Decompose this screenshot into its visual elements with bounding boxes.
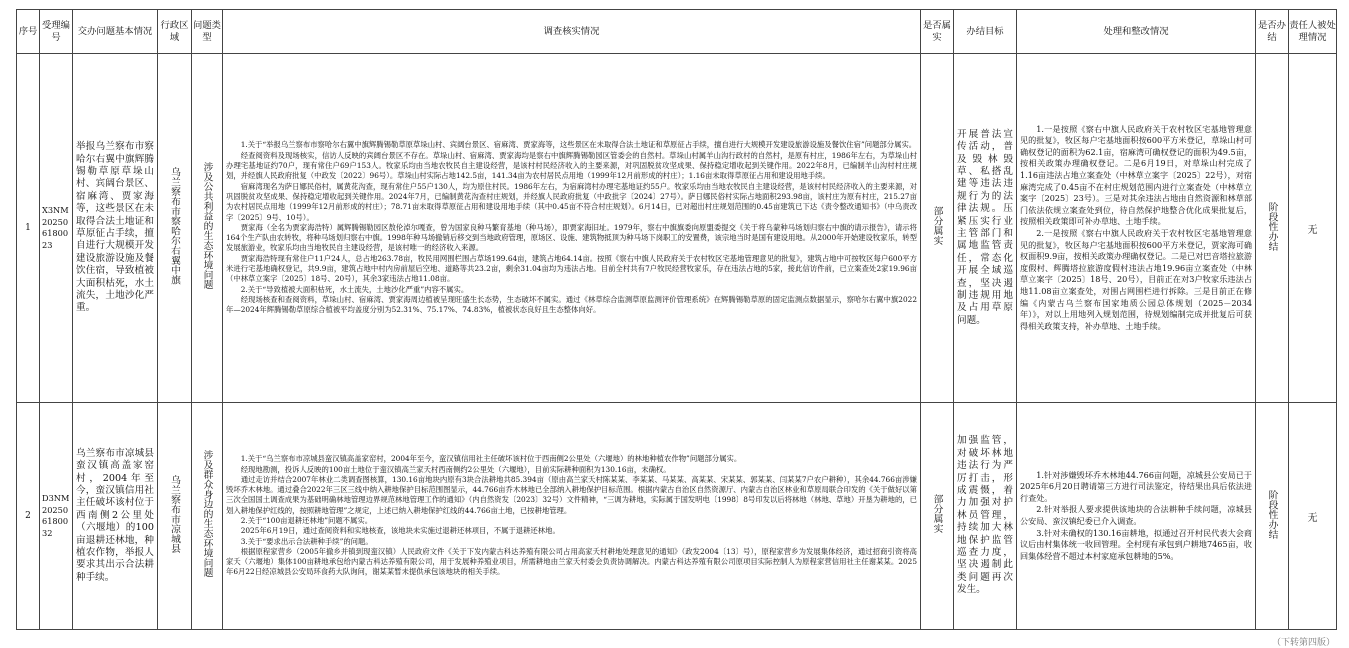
row-code: X3NM2025061800 23 [40,54,73,403]
row-handling [1017,54,1256,403]
header-row [17,10,1337,54]
continued-note: （下转第四版） [1271,638,1335,648]
header-code: 受理编号 [40,10,73,54]
row-region-text: 乌兰察布市凉城县 [169,474,180,554]
detail-paragraph: 2.关于“导致植被大面积枯死，水土流失，土地沙化严重”内容不属实。 [240,284,469,294]
row-verified [921,403,954,630]
detail-paragraph: 1.关于“乌兰察布市凉城县蛮汉镇高盖家窑村，2004年至今，蛮汉镇信用社主任破坏该村位于西南侧2公里处（六堰地）的林地种植农作物”问题部分属实。 [240,454,742,464]
header-handling: 处理和整改情况 [1017,10,1256,54]
row-region-text: 乌兰察布市察哈尔右翼中旗 [169,167,180,285]
row-type [192,54,223,403]
detail-paragraph: 经现地勘测，投诉人反映的100亩土地位于蛮汉镇高兰家夭村西南侧约2公里处（六堰地），目前实际耕种面积为130.16亩，未确权。 [240,464,671,474]
header-verified: 是否属实 [921,10,954,54]
handling-paragraph: 2.针对举报人要求提供该地块的合法耕种手续问题，凉城县公安局、蛮汉镇纪委已介入调查。 [1020,504,1252,526]
row-goal: 开展普法宣传活动，普及毁林毁草、私搭乱建等违法违规行为的法律法规。压紧压实行业主管部门和属地监管责任，常态化开展全域巡查，坚决遏制违规用地及占用草原问题。 [954,54,1017,403]
row-verified [921,54,954,403]
detail-paragraph: 贾家海浩特现有常住户11户24人，总占地263.78亩，牧民用网围栏围占草场199.64亩，建筑占地64.14亩。按照《察右中旗人民政府关于农村牧区宅基地管理意见的批复》，建筑占地中可按牧区每户600平方米进行宅基地确权登记，共9.9亩，建筑占地中村内房前屋后空地、道路等共23.2亩，剩余31.04亩均为违法占地。目前全村共有7户牧民经营牧家乐，存在违法占地的5家，接此信访件前，已立案查处2家19.96亩（中林草立案字〔2025〕18号、20号），其余3家违法占地11.08亩。 [226,253,917,284]
handling-paragraph: 1.一是按照《察右中旗人民政府关于农村牧区宅基地管理意见的批复》，牧区每户宅基地面积按600平方米登记，草垛山村可确权登记的面积为62.1亩，宿麻湾可确权登记的面积为49.5亩，按相关政策办理确权登记。二是6月19日，对草垛山村完成了1.16亩违法占地立案查处（中林草立案字〔2025〕22号），对宿麻湾完成了0.45亩不在村庄规划范围内进行立案查处（中林草立案字〔2025〕23号）。三是对其余违法占地由自然资源和林草部门依法依规立案查处到位，待自然保护地整合优化成果批复后，按照相关政策即可补办草地、土地手续。 [1020,123,1252,227]
row-type-text: 涉及公共利益的生态环境问题 [201,162,213,290]
detail-paragraph: 2.关于“100亩退耕还林地”问题不属实。 [240,516,373,525]
detail-paragraph: 经现场核查和查阅资料，草垛山村、宿麻湾、贾家海周边植被呈现旺盛生长态势，生态破坏不属实。通过《林草综合监测草原监测评价管理系统》在辉腾锡勒草原的固定监测点数据显示，察哈尔右翼中旗2022年—2024年辉腾锡勒草原综合植被平均盖度分别为52.31%、75.17%、74.83%，植被状态良好且生态整体向好。 [226,294,917,315]
row-closed-text: 阶段性办结 [1266,489,1278,539]
row-issue: 举报乌兰察布市察哈尔右翼中旗辉腾锡勒草原草垛山村、宾阔台景区、宿麻湾、贾家海等，这些景区在未取得合法土地证和草原征占手续，擅自进行大规模开发建设旅游设施及餐饮住宿，导致植被大面积枯死，水土流失，土地沙化严重。 [73,54,158,403]
detail-paragraph: 2025年6月19日，通过查阅资料和实地核查，该地块未实施过退耕还林项目，不属于退耕还林地。 [240,526,560,536]
row-type [192,403,223,630]
handling-paragraph: 1.针对涉嫌毁坏乔木林地44.766亩问题，凉城县公安局已于2025年6月20日聘请第三方进行司法鉴定，待结果出具后依法进行查处。 [1020,469,1252,503]
complaint-table [16,9,1337,630]
detail-paragraph: 宿麻湾现名为萨日娜民俗村，属黄花沟查，现有常住户55户130人，均为原住村民。1986年左右，为宿麻湾村办理宅基地证约55户。牧家乐均由当地农牧民自主建设经营，是该村村民经济收入的主要来源，对巩固脱贫攻坚成果、保持稳定增收起到关键作用。2024年7月，已编制黄花沟查村庄规划，并经旗人民政府批复（中政批字〔2024〕27号）。萨日娜民俗村实际占地面积293.98亩，该村庄为原有村庄，215.27亩为农村居民点用地（1999年12月前形成的村庄）；78.71亩未取得草原征占用和建设用地手续（其中0.45亩不符合村庄规划）。6月14日，已对超出村庄规划范围的0.45亩建筑已下达《责令整改通知书》（中乌责改字〔2025〕9号、10号）。 [226,181,917,222]
detail-paragraph: 1.关于“举报乌兰察布市察哈尔右翼中旗辉腾锡勒草原草垛山村、宾阔台景区、宿麻湾、贾家海等，这些景区在未取得合法土地证和草原征占手续，擅自进行大规模开发建设旅游设施及餐饮住宿”问题部分属实。 [240,140,917,150]
table-row [17,403,1337,630]
row-code: D3NM2025061800 32 [40,403,73,630]
header-goal: 办结目标 [954,10,1017,54]
handling-paragraph: 3.针对未确权的130.16亩耕地，拟通过召开村民代表大会商议后由村集体统一收回管理。全村现有承包到户耕地7465亩，收回集体经营不超过本村家庭承包耕地的5%。 [1020,527,1252,561]
header-type: 问题类型 [192,10,223,54]
row-region [158,403,192,630]
row-accountability: 无 [1289,403,1337,630]
row-seq: 2 [17,403,40,630]
row-seq: 1 [17,54,40,403]
row-accountability: 无 [1289,54,1337,403]
row-type-text: 涉及群众身边的生态环境问题 [201,450,213,578]
row-closed [1256,54,1289,403]
row-detail [223,403,921,630]
header-seq: 序号 [17,10,40,54]
row-detail [223,54,921,403]
detail-paragraph: 3.关于“要求出示合法耕种手续”的问题。 [240,536,373,546]
header-accountability: 责任人被处理情况 [1289,10,1337,54]
table-row [17,54,1337,403]
row-goal: 加强监管，对破坏林地违法行为严厉打击，形成震慑，着力加强对护林员管理，持续加大林地保护监管巡查力度，坚决遏制此类问题再次发生。 [954,403,1017,630]
row-closed [1256,403,1289,630]
header-detail: 调查核实情况 [223,10,921,54]
row-region [158,54,192,403]
detail-paragraph: 通过走访并结合2007年林业二类调查图核算，130.16亩地块内原有3块合法耕地共85.394亩（原由高兰家夭村陈某某、李某某、马某某、高某某、宋某某、郭某某、闫某某7户农户耕种），其余44.766亩涉嫌毁坏乔木林地。通过叠合2022年三区三线中纳入耕地保护目标范围图显示，44.766亩乔木林地已全部纳入耕地保护目标范围。根据内蒙古自治区自然资源厅、内蒙古自治区林业和草原局联合印发的《关于做好以第三次全国国土调查成果为基础明确林地管理边界规范林地管理工作的通知》（内自然资发〔2023〕32号）文件精神，“三调为耕地，实际属于国发明电〔1998〕8号印发以后将林地（林地、草地）开垦为耕地的，已划入耕地保护红线的，按照耕地管理”之规定，上述已纳入耕地保护红线的44.766亩土地，已按耕地管理。 [226,474,917,515]
row-verified-text: 部分属实 [931,206,943,246]
detail-paragraph: 经查阅资料及现场核实，信访人反映的宾阔台景区不存在。草垛山村、宿麻湾、贾家海均是察右中旗辉腾锡勒园区管委会的自然村。草垛山村属羊山沟行政村的自然村，是原有村庄，1986年左右，为草垛山村办理宅基地证约70户，现有常住户69户153人。牧家乐均由当地农牧民自主建设经营，是该村村民经济收入的主要来源，对巩固脱贫攻坚成果、保持稳定增收起到关键作用。2022年8月，已编制羊山沟村村庄规划，并经旗人民政府批复（中政发〔2022〕96号）。草垛山村实际占地142.5亩，141.34亩为农村居民点用地（1999年12月前形成的村庄）；1.16亩未取得草原征占用和建设用地手续。 [226,150,917,181]
header-issue: 交办问题基本情况 [73,10,158,54]
detail-paragraph: 根据原程家营乡（2005年撤乡并镇到现蛮汉镇）人民政府文件《关于下发内蒙古科达养殖有限公司占用高家夭村耕地处理意见的通知》（政发2004〔13〕号），原程家营乡为发展集体经济，通过招商引资将高家夭（六堰地）集体100亩耕地承包给内蒙古科达养殖有限公司，用于发展种养殖业项目，所需耕地由兰家夭村委会负责协调解决。内蒙古科达养殖有限公司原项目实际控制人为原程家营信用社主任谢某某。2025年6月22日经凉城县公安局环食药大队询问，谢某某暂未提供承包该地块的相关手续。 [226,546,917,577]
row-verified-text: 部分属实 [931,494,943,534]
row-closed-text: 阶段性办结 [1266,201,1278,251]
row-issue: 乌兰察布市凉城县蛮汉镇高盖家窑村，2004年至今，蛮汉镇信用社主任破坏该村位于西南侧2公里处（六堰地）的100亩退耕还林地，种植农作物，举报人要求其出示合法耕种手续。 [73,403,158,630]
detail-paragraph: 贾家海（全名为贾家海浩特）属辉腾锡勒园区敖伦淖尔嘎查，曾为国家良种马繁育基地（种马场），即贾家海旧址。1979年，察右中旗旗委向原盟委提交《关于将乌蒙种马场划归察右中旗的请示报告》，请示将164个生产队由农转牧，将种马场划归察右中旗。1998年种马场撤销后移交到当地政府管理，原场区、设施、建筑物抵顶为种马场下岗职工的安置费，该宗地当时是国有建设用地。从2000年开始建设牧家乐，转型发展旅游业，牧家乐均由当地牧民自主建设经营，是该村唯一的经济收入来源。 [226,222,917,253]
header-region: 行政区域 [158,10,192,54]
handling-paragraph: 2.一是按照《察右中旗人民政府关于农村牧区宅基地管理意见的批复》，牧区每户宅基地面积按600平方米登记，贾家海可确权面积9.9亩，按相关政策办理确权登记。二是已对巴音塔拉旅游度假村、辉腾塔拉旅游度假村违法占地19.96亩立案查处（中林草立案字〔2025〕18号、20号），目前正在对3户牧家乐违法占地11.08亩立案查处，对围占网围栏进行拆除。三是目前正在修编《内蒙古乌兰察布国家地质公园总体规划（2025－2034年）》，对以上用地列入规划范围，待规划编制完成并批复后可获得相关政策支持，补办草地、土地手续。 [1020,228,1252,331]
header-closed: 是否办结 [1256,10,1289,54]
row-handling [1017,403,1256,630]
